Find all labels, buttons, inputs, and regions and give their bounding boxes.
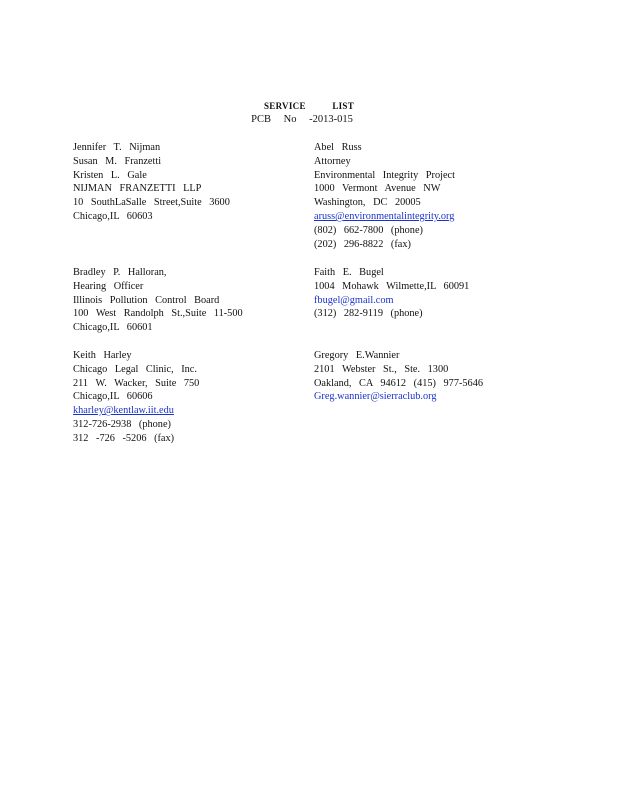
- contact-title: Attorney: [314, 155, 351, 167]
- contact-name: Keith Harley: [73, 350, 132, 361]
- contact-name: Susan M. Franzetti: [73, 155, 162, 167]
- contact-address: 211 W. Wacker, Suite 750: [73, 377, 200, 389]
- contact-address: 100 West Randolph St.,Suite 11-500: [73, 308, 243, 320]
- contact-fax: (202) 296-8822 (fax): [314, 238, 411, 250]
- contact-city: Chicago,IL 60603: [73, 210, 153, 222]
- contact-city: Chicago,IL 60601: [73, 322, 153, 334]
- contact-address: 1004 Mohawk Wilmette,IL 60091: [314, 280, 470, 292]
- contact-organization: Chicago Legal Clinic, Inc.: [73, 363, 197, 375]
- contact-block-bugel: [314, 266, 469, 321]
- contact-block-wannier: [314, 349, 483, 404]
- contact-block-nijman: [73, 141, 230, 224]
- contact-address: 10 SouthLaSalle Street,Suite 3600: [73, 197, 230, 209]
- contact-phone: (802) 662-7800 (phone): [314, 224, 423, 236]
- contact-block-russ: [314, 141, 484, 251]
- contact-email-link[interactable]: Greg.wannier@sierraclub.org: [314, 391, 437, 403]
- contact-email-link[interactable]: aruss@environmentalintegrity.org: [314, 210, 455, 222]
- contact-block-harley: [73, 349, 199, 446]
- contact-organization: Environmental Integrity Project: [314, 169, 455, 181]
- contact-name: Bradley P. Halloran,: [73, 267, 167, 278]
- page-title: SERVICE LIST: [263, 101, 355, 111]
- contact-address: 1000 Vermont Avenue NW: [314, 183, 441, 195]
- contact-fax: 312 -726 -5206 (fax): [73, 432, 175, 444]
- contact-email-link[interactable]: kharley@kentlaw.iit.edu: [73, 405, 174, 417]
- contact-city: Washington, DC 20005: [314, 197, 421, 209]
- contact-address: 2101 Webster St., Ste. 1300: [314, 363, 449, 375]
- contact-name: Kristen L. Gale: [73, 169, 147, 181]
- case-number: PCB No -2013-015: [251, 114, 353, 125]
- contact-city-phone: Oakland, CA 94612 (415) 977-5646: [314, 377, 484, 389]
- contact-organization: Illinois Pollution Control Board: [73, 294, 220, 306]
- contact-name: Gregory E.Wannier: [314, 350, 400, 361]
- contact-title: Hearing Officer: [73, 280, 144, 292]
- contact-phone: 312-726-2938 (phone): [73, 418, 171, 430]
- contact-block-halloran: [73, 266, 243, 335]
- contact-name: Abel Russ: [314, 142, 362, 153]
- contact-name: Jennifer T. Nijman: [73, 142, 161, 153]
- contact-firm: NIJMAN FRANZETTI LLP: [73, 183, 202, 195]
- contact-phone: (312) 282-9119 (phone): [314, 308, 423, 320]
- contact-email-link[interactable]: fbugel@gmail.com: [314, 294, 394, 306]
- contact-name: Faith E. Bugel: [314, 267, 384, 278]
- contact-city: Chicago,IL 60606: [73, 391, 153, 403]
